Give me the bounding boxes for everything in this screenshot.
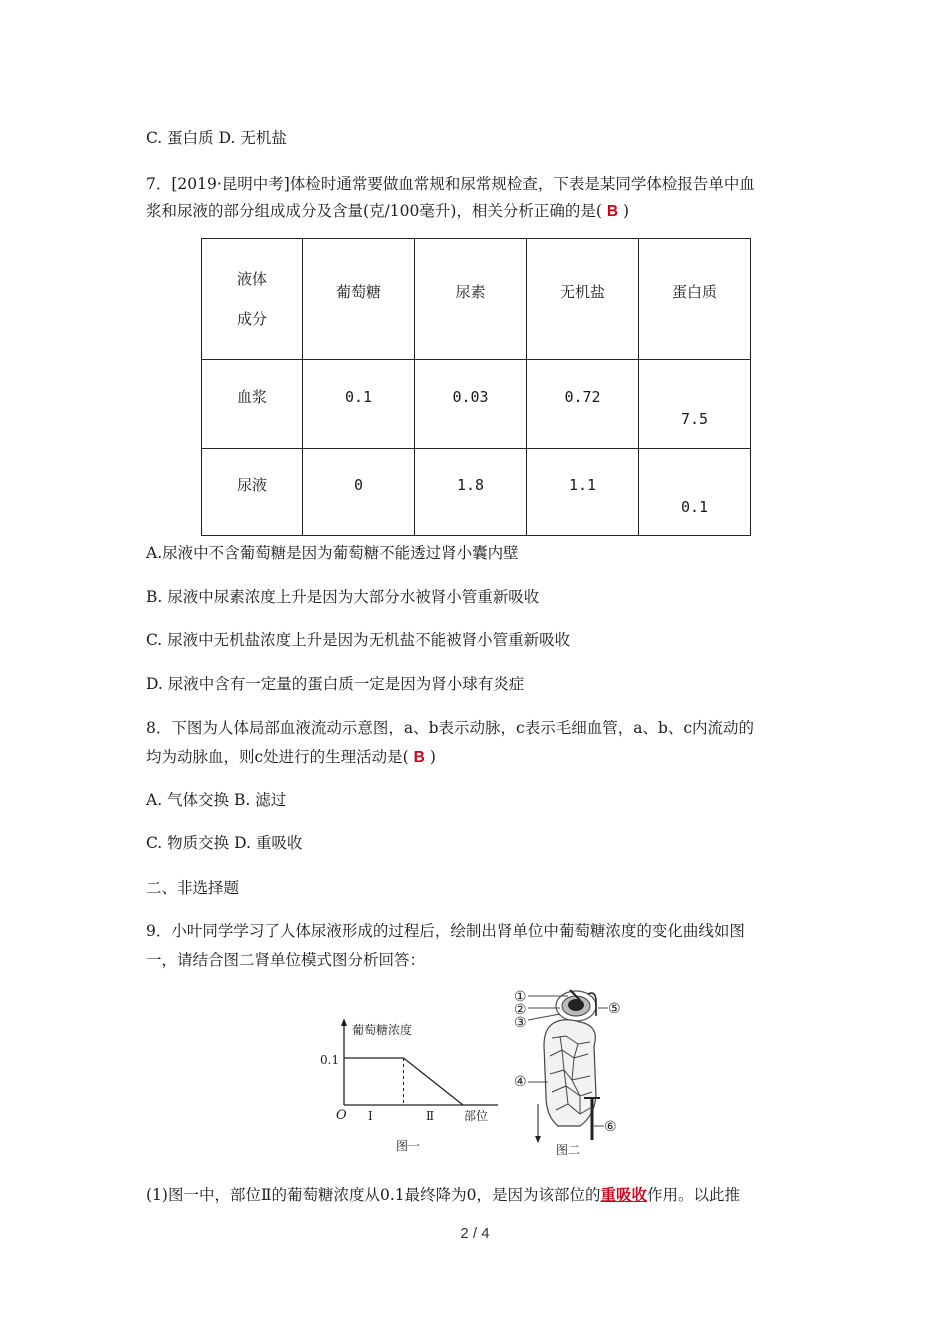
table-cell: 0.1 [303, 360, 415, 449]
table-header-cell: 蛋白质 [639, 239, 751, 360]
table-cell: 0.03 [415, 360, 527, 449]
fig1-caption: 图一 [396, 1139, 421, 1153]
q7-option-c: C. 尿液中无机盐浓度上升是因为无机盐不能被肾小管重新吸收 [146, 631, 571, 649]
q9-sub1-tail: 作用。以此推 [647, 1186, 741, 1204]
table-row [202, 449, 751, 536]
q7-option-d: D. 尿液中含有一定量的蛋白质一定是因为肾小球有炎症 [146, 675, 525, 693]
y-tick-label: 0.1 [320, 1053, 340, 1067]
label-1: ① [514, 989, 527, 1005]
q8-stem-line2 [146, 745, 436, 767]
q7-stem-line1: 7．[2019·昆明中考]体检时通常要做血常规和尿常规检查，下表是某同学体检报告单中血 [146, 175, 755, 193]
region-2-label: Ⅱ [426, 1109, 435, 1123]
label-6: ⑥ [604, 1119, 617, 1135]
table-cell: 1.1 [527, 449, 639, 536]
q6-option-cd: C. 蛋白质 D. 无机盐 [146, 129, 287, 147]
y-axis-label: 葡萄糖浓度 [352, 1023, 413, 1037]
curve-segment-drop [404, 1058, 464, 1105]
table-cell: 0 [303, 449, 415, 536]
fig1-chart [318, 1010, 508, 1160]
q7-stem-close: ) [623, 202, 630, 220]
label-4: ④ [514, 1074, 527, 1090]
flow-arrow-icon [535, 1136, 541, 1143]
q9-stem-line2: 一，请结合图二肾单位模式图分析回答： [146, 951, 426, 969]
q8-stem-text: 均为动脉血，则c处进行的生理活动是( [146, 748, 409, 766]
fig2-nephron-diagram [500, 986, 640, 1162]
table-header-row [202, 239, 751, 360]
renal-tubule [544, 1020, 596, 1126]
table-cell: 血浆 [202, 360, 303, 449]
q7-option-b: B. 尿液中尿素浓度上升是因为大部分水被肾小管重新吸收 [146, 588, 540, 606]
section-heading: 二、非选择题 [146, 879, 240, 897]
page-number: 2 / 4 [460, 1225, 490, 1242]
table-row [202, 360, 751, 449]
q7-stem-line2 [146, 199, 629, 221]
q8-answer: B [413, 749, 425, 766]
y-axis-arrow [341, 1018, 347, 1026]
table-cell: 0.72 [527, 360, 639, 449]
q7-answer: B [606, 203, 619, 220]
table-cell: 尿液 [202, 449, 303, 536]
q7-stem-text: 浆和尿液的部分组成成分及含量(克/100毫升)，相关分析正确的是( [146, 202, 602, 220]
table-header-cell: 无机盐 [527, 239, 639, 360]
table-header-cell: 尿素 [415, 239, 527, 360]
table-cell: 1.8 [415, 449, 527, 536]
fig2-caption: 图二 [556, 1143, 581, 1157]
q9-stem-line1: 9．小叶同学学习了人体尿液形成的过程后，绘制出肾单位中葡萄糖浓度的变化曲线如图 [146, 922, 745, 940]
q8-stem-line1: 8．下图为人体局部血液流动示意图，a、b表示动脉，c表示毛细血管，a、b、c内流动的 [146, 719, 755, 737]
table-header-cell [202, 239, 303, 360]
q8-stem-close: ) [429, 748, 436, 766]
q7-option-a: A.尿液中不含葡萄糖是因为葡萄糖不能透过肾小囊内壁 [146, 544, 519, 562]
table-header-cell: 葡萄糖 [303, 239, 415, 360]
label-2: ② [514, 1002, 527, 1018]
origin-label: O [336, 1108, 347, 1123]
q8-option-cd: C. 物质交换 D. 重吸收 [146, 834, 303, 852]
header-line2: 成分 [236, 310, 267, 328]
x-axis-label: 部位 [464, 1109, 489, 1123]
glomerulus [568, 999, 584, 1011]
table-cell: 7.5 [639, 360, 751, 449]
q9-sub1-text: (1)图一中，部位Ⅱ的葡萄糖浓度从0.1最终降为0，是因为该部位的 [146, 1186, 601, 1204]
table-cell: 0.1 [639, 449, 751, 536]
label-5: ⑤ [608, 1001, 621, 1017]
q7-table [201, 238, 751, 536]
q8-option-ab: A. 气体交换 B. 滤过 [146, 791, 287, 809]
callout-line [528, 1014, 560, 1020]
header-line1: 液体 [236, 270, 267, 288]
label-3: ③ [514, 1015, 527, 1031]
q9-sub1 [146, 1183, 740, 1205]
q9-sub1-answer: 重吸收 [600, 1185, 648, 1204]
region-1-label: Ⅰ [368, 1109, 373, 1123]
